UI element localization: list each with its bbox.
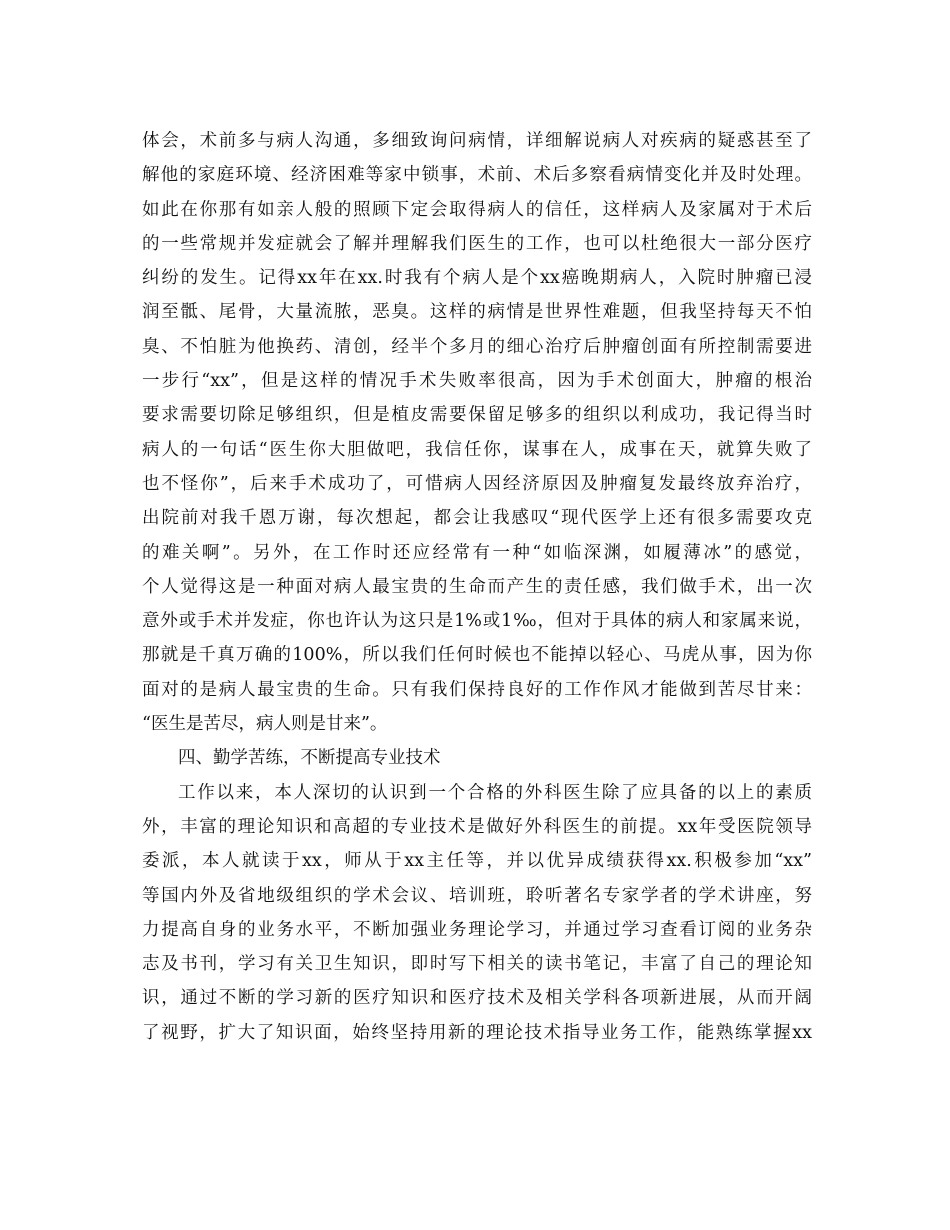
text-line: 个人觉得这是一种面对病人最宝贵的生命而产生的责任感，我们做手术，出一次 xyxy=(142,576,812,597)
text-line: 臭、不怕脏为他换药、清创，经半个多月的细心治疗后肿瘤创面有所控制需要进 xyxy=(142,336,812,357)
text-line: 外，丰富的理论知识和高超的专业技术是做好外科医生的前提。xx年受医院领导 xyxy=(142,816,812,837)
text-line: 也不怪你”，后来手术成功了，可惜病人因经济原因及肿瘤复发最终放弃治疗， xyxy=(142,473,812,494)
text-line: 体会，术前多与病人沟通，多细致询问病情，详细解说病人对疾病的疑惑甚至了 xyxy=(142,131,812,151)
text-line: 了视野，扩大了知识面，始终坚持用新的理论技术指导业务工作，能熟练掌握xx xyxy=(142,1022,812,1043)
section-heading: 四、勤学苦练，不断提高专业技术 xyxy=(178,748,441,769)
text-line: “医生是苦尽，病人则是甘来”。 xyxy=(142,714,388,735)
text-line: 工作以来，本人深切的认识到一个合格的外科医生除了应具备的以上的素质 xyxy=(178,782,812,803)
text-line: 出院前对我千恩万谢，每次想起，都会让我感叹“现代医学上还有很多需要攻克 xyxy=(142,508,812,529)
text-line: 等国内外及省地级组织的学术会议、培训班，聆听著名专家学者的学术讲座，努 xyxy=(142,885,812,906)
text-line: 一步行“xx”，但是这样的情况手术失败率很高，因为手术创面大，肿瘤的根治 xyxy=(142,371,812,392)
text-line: 纠纷的发生。记得xx年在xx.时我有个病人是个xx癌晚期病人，入院时肿瘤已浸 xyxy=(142,268,812,289)
text-line: 病人的一句话“医生你大胆做吧，我信任你，谋事在人，成事在天，就算失败了 xyxy=(142,439,812,460)
text-line: 如此在你那有如亲人般的照顾下定会取得病人的信任，这样病人及家属对于术后 xyxy=(142,199,812,220)
text-line: 面对的是病人最宝贵的生命。只有我们保持良好的工作作风才能做到苦尽甘来： xyxy=(142,679,812,700)
text-line: 的难关啊”。另外，在工作时还应经常有一种“如临深渊，如履薄冰”的感觉， xyxy=(142,542,812,563)
text-line: 意外或手术并发症，你也许认为这只是1%或1‰，但对于具体的病人和家属来说， xyxy=(142,611,812,632)
text-line: 要求需要切除足够组织，但是植皮需要保留足够多的组织以利成功，我记得当时 xyxy=(142,405,812,426)
text-line: 力提高自身的业务水平，不断加强业务理论学习，并通过学习查看订阅的业务杂 xyxy=(142,919,812,940)
text-line: 的一些常规并发症就会了解并理解我们医生的工作，也可以杜绝很大一部分医疗 xyxy=(142,233,812,254)
text-line: 委派，本人就读于xx，师从于xx主任等，并以优异成绩获得xx.积极参加“xx” xyxy=(142,851,812,872)
text-line: 那就是千真万确的100%，所以我们任何时候也不能掉以轻心、马虎从事，因为你 xyxy=(142,645,812,666)
text-line: 润至骶、尾骨，大量流脓，恶臭。这样的病情是世界性难题，但我坚持每天不怕 xyxy=(142,302,812,323)
text-line: 解他的家庭环境、经济困难等家中锁事，术前、术后多察看病情变化并及时处理。 xyxy=(142,165,812,186)
document-body xyxy=(142,124,812,1050)
text-line: 志及书刊，学习有关卫生知识，即时写下相关的读书笔记，丰富了自己的理论知 xyxy=(142,954,812,975)
text-line: 识，通过不断的学习新的医疗知识和医疗技术及相关学科各项新进展，从而开阔 xyxy=(142,988,812,1009)
